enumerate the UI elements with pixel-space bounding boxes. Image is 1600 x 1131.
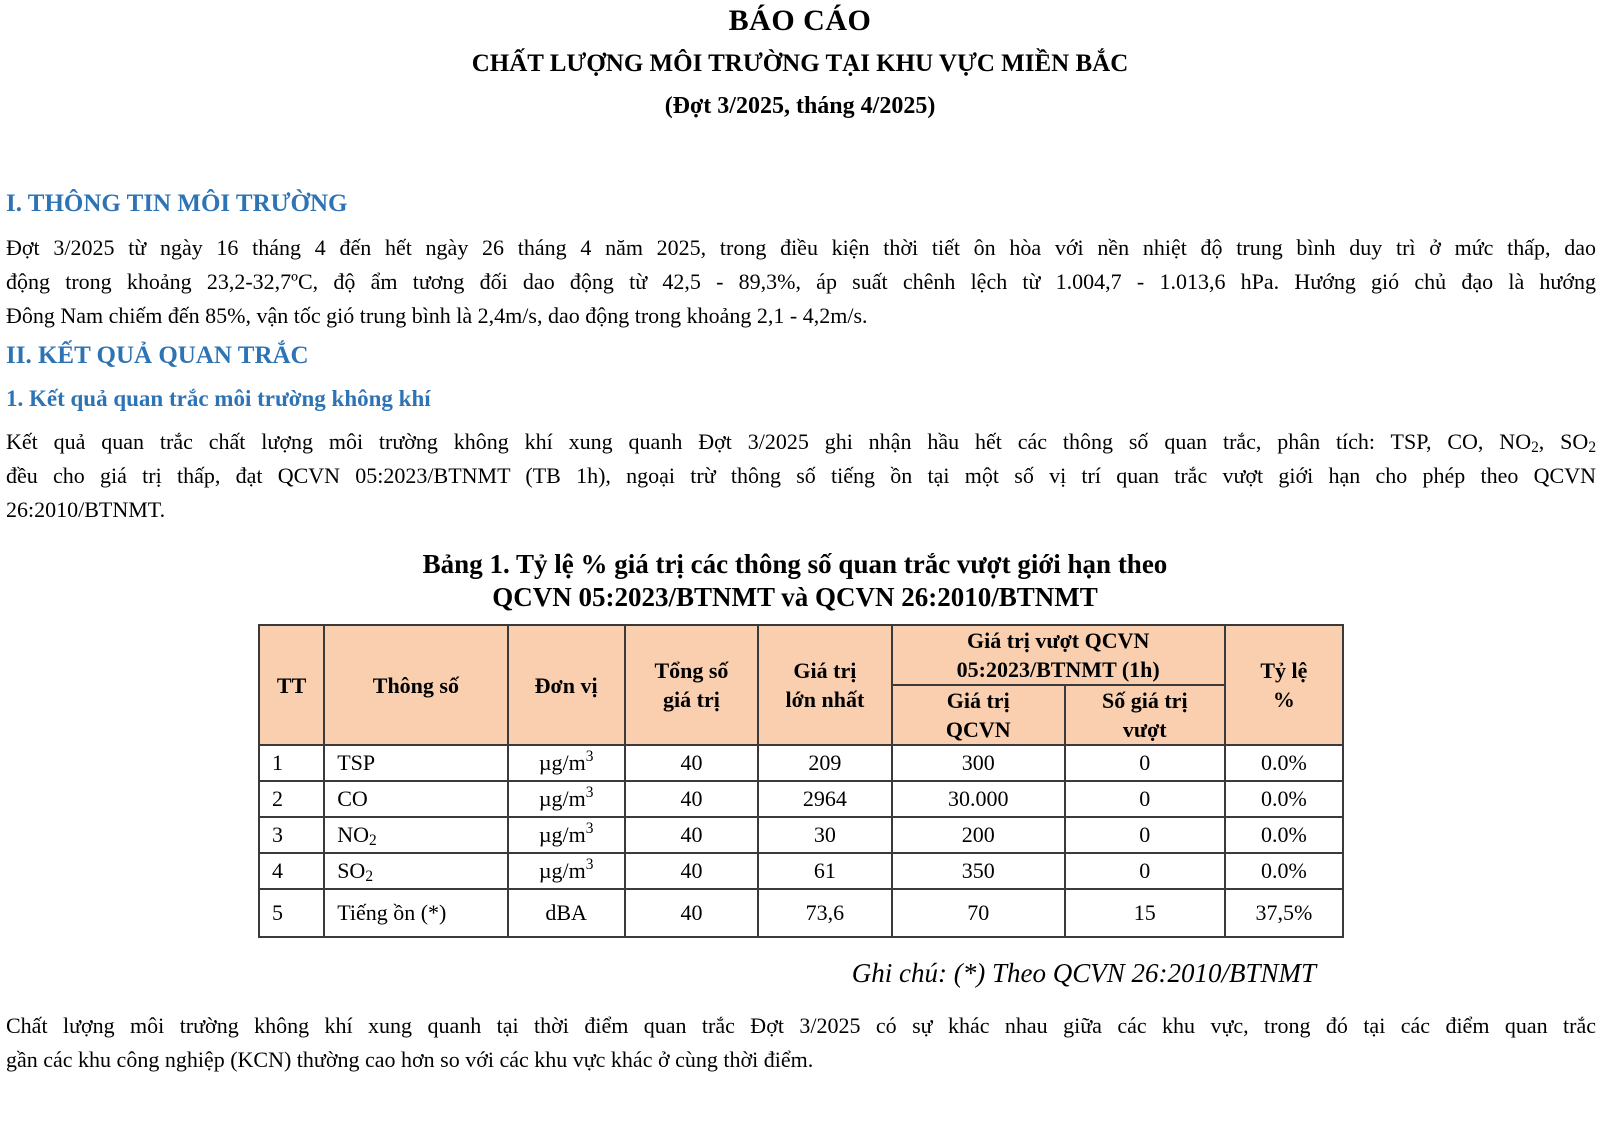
- report-title: BÁO CÁO: [728, 4, 872, 37]
- cell-text: 0: [1139, 750, 1151, 775]
- cell-max: [758, 817, 891, 853]
- table-row: [259, 745, 1343, 781]
- header-line: Tổng số: [654, 658, 729, 683]
- cell-text: TSP: [337, 750, 376, 775]
- cell-text: 70: [967, 900, 990, 925]
- cell-text: 200: [961, 822, 995, 847]
- cell-text: 2964: [802, 786, 847, 811]
- cell-text: SO: [337, 858, 366, 883]
- subscript: 2: [1588, 439, 1597, 457]
- cell-ratio: [1225, 745, 1343, 781]
- cell-param: [324, 781, 507, 817]
- header-total: [625, 625, 758, 745]
- air-quality-intro: [6, 425, 1596, 527]
- superscript: 3: [585, 783, 594, 801]
- header-line: Giá trị: [946, 688, 1010, 713]
- cell-limit: [892, 889, 1065, 937]
- cell-unit: [508, 889, 625, 937]
- cell-param: [324, 745, 507, 781]
- cell-text: 61: [813, 858, 836, 883]
- paragraph-line: Đông Nam chiếm đến 85%, vận tốc gió trung bình là 2,4m/s, dao động trong khoảng 2,1 - 4,2m/s.: [6, 303, 868, 328]
- cell-text: dBA: [545, 900, 587, 925]
- header-tt: TT: [259, 625, 324, 745]
- cell-tt: [259, 817, 324, 853]
- header-limit: [892, 685, 1065, 745]
- cell-param: [324, 889, 507, 937]
- cell-text: 350: [961, 858, 995, 883]
- cell-text: 0.0%: [1260, 750, 1307, 775]
- cell-text: µg/m: [538, 822, 586, 847]
- header-exceed-count: [1065, 685, 1225, 745]
- table-row: [259, 781, 1343, 817]
- text-fragment: , SO: [1538, 429, 1589, 454]
- subscript: 2: [365, 868, 374, 886]
- table-note: Ghi chú: (*) Theo QCVN 26:2010/BTNMT: [851, 958, 1316, 988]
- header-line: lớn nhất: [785, 687, 865, 712]
- cell-text: 37,5%: [1255, 900, 1313, 925]
- report-subtitle: CHẤT LƯỢNG MÔI TRƯỜNG TẠI KHU VỰC MIỀN BẮC: [471, 50, 1129, 77]
- cell-ratio: [1225, 889, 1343, 937]
- text-fragment: Kết quả quan trắc chất lượng môi trường không khí xung quanh Đợt 3/2025 ghi nhận hầu hết các thông số quan trắc, phân tích: TSP, CO, NO: [6, 429, 1532, 454]
- cell-total: [625, 889, 758, 937]
- cell-text: 300: [961, 750, 995, 775]
- cell-text: 40: [680, 786, 703, 811]
- superscript: 3: [585, 855, 594, 873]
- cell-unit: [508, 781, 625, 817]
- cell-exceed: [1065, 745, 1225, 781]
- header-line: 05:2023/BTNMT (1h): [956, 657, 1160, 682]
- cell-text: 0: [1139, 822, 1151, 847]
- cell-text: 15: [1133, 900, 1156, 925]
- cell-total: [625, 781, 758, 817]
- cell-exceed: [1065, 781, 1225, 817]
- cell-text: 4: [272, 858, 283, 883]
- cell-text: 5: [272, 900, 283, 925]
- exceedance-table: [258, 624, 1344, 938]
- cell-ratio: [1225, 817, 1343, 853]
- superscript: 3: [585, 819, 594, 837]
- cell-total: [625, 853, 758, 889]
- header-line: QCVN: [945, 717, 1011, 742]
- cell-param: [324, 817, 507, 853]
- cell-exceed: [1065, 817, 1225, 853]
- header-line: vượt: [1122, 717, 1167, 742]
- cell-tt: [259, 853, 324, 889]
- cell-text: 0: [1139, 858, 1151, 883]
- cell-tt: [259, 781, 324, 817]
- cell-text: CO: [337, 786, 368, 811]
- cell-text: 1: [272, 750, 283, 775]
- caption-line: QCVN 05:2023/BTNMT và QCVN 26:2010/BTNMT: [492, 582, 1098, 612]
- cell-unit: [508, 853, 625, 889]
- cell-tt: [259, 745, 324, 781]
- header-line: Giá trị: [793, 658, 857, 683]
- caption-line: Bảng 1. Tỷ lệ % giá trị các thông số quan trắc vượt giới hạn theo: [422, 549, 1168, 579]
- cell-text: 0: [1139, 786, 1151, 811]
- header-param: Thông số: [324, 625, 507, 745]
- cell-max: [758, 853, 891, 889]
- subscript: 2: [1531, 439, 1539, 457]
- cell-text: µg/m: [538, 750, 586, 775]
- header-max: [758, 625, 891, 745]
- cell-text: µg/m: [538, 786, 586, 811]
- cell-max: [758, 781, 891, 817]
- paragraph-line: Đợt 3/2025 từ ngày 16 tháng 4 đến hết ngày 26 tháng 4 năm 2025, trong điều kiện thời tiết ôn hòa với nền nhiệt độ trung bình duy trì ở mức thấp, dao: [6, 235, 1596, 260]
- paragraph-line: động trong khoảng 23,2-32,7ºC, độ ẩm tương đối dao động từ 42,5 - 89,3%, áp suất chênh lệch từ 1.004,7 - 1.013,6 hPa. Hướng gió chủ đạo là hướng: [6, 269, 1596, 294]
- cell-limit: [892, 745, 1065, 781]
- header-line: Tỷ lệ: [1260, 658, 1308, 683]
- cell-unit: [508, 817, 625, 853]
- cell-limit: [892, 817, 1065, 853]
- cell-limit: [892, 781, 1065, 817]
- cell-text: 0.0%: [1260, 858, 1307, 883]
- table-row: [259, 853, 1343, 889]
- cell-limit: [892, 853, 1065, 889]
- subscript: 2: [368, 832, 377, 850]
- cell-text: 40: [680, 822, 703, 847]
- cell-total: [625, 745, 758, 781]
- paragraph-line: 26:2010/BTNMT.: [6, 497, 166, 522]
- header-unit: Đơn vị: [508, 625, 625, 745]
- cell-ratio: [1225, 781, 1343, 817]
- cell-text: 209: [808, 750, 842, 775]
- paragraph-line: [6, 425, 1596, 459]
- cell-text: 2: [272, 786, 283, 811]
- paragraph-line: đều cho giá trị thấp, đạt QCVN 05:2023/BTNMT (TB 1h), ngoại trừ thông số tiếng ồn tại một số vị trí quan trắc vượt giới hạn cho phép theo QCVN: [6, 463, 1596, 488]
- report-period: (Đợt 3/2025, tháng 4/2025): [664, 93, 936, 119]
- header-line: Số giá trị: [1102, 688, 1188, 713]
- table-row: [259, 817, 1343, 853]
- cell-text: 0.0%: [1260, 822, 1307, 847]
- table-caption: [260, 548, 1330, 614]
- cell-text: 73,6: [805, 900, 845, 925]
- header-line: giá trị: [663, 687, 720, 712]
- section2-heading: II. KẾT QUẢ QUAN TRẮC: [6, 342, 309, 369]
- section1-heading: I. THÔNG TIN MÔI TRƯỜNG: [6, 190, 348, 217]
- cell-total: [625, 817, 758, 853]
- superscript: 3: [585, 747, 594, 765]
- table-row: [259, 889, 1343, 937]
- cell-text: NO: [337, 822, 369, 847]
- header-ratio: [1225, 625, 1343, 745]
- cell-exceed: [1065, 889, 1225, 937]
- cell-text: 40: [680, 900, 703, 925]
- paragraph-line: Chất lượng môi trường không khí xung quanh tại thời điểm quan trắc Đợt 3/2025 có sự khác nhau giữa các khu vực, trong đó tại các điểm quan trắc: [6, 1013, 1596, 1038]
- cell-text: 40: [680, 750, 703, 775]
- header-line: Giá trị vượt QCVN: [966, 628, 1150, 653]
- cell-text: 3: [272, 822, 283, 847]
- section1-paragraph: [6, 231, 1596, 333]
- cell-unit: [508, 745, 625, 781]
- cell-max: [758, 745, 891, 781]
- header-line: %: [1272, 687, 1295, 712]
- subsection-heading: 1. Kết quả quan trắc môi trường không khí: [6, 386, 431, 411]
- cell-text: 0.0%: [1260, 786, 1307, 811]
- cell-text: µg/m: [538, 858, 586, 883]
- header-group-exceed: [892, 625, 1225, 685]
- closing-paragraph: [6, 1009, 1596, 1077]
- cell-text: 30: [813, 822, 836, 847]
- cell-text: 30.000: [947, 786, 1009, 811]
- cell-max: [758, 889, 891, 937]
- cell-text: 40: [680, 858, 703, 883]
- cell-text: Tiếng ồn (*): [337, 900, 447, 925]
- cell-param: [324, 853, 507, 889]
- paragraph-line: gần các khu công nghiệp (KCN) thường cao hơn so với các khu vực khác ở cùng thời điểm.: [6, 1047, 814, 1072]
- cell-exceed: [1065, 853, 1225, 889]
- cell-ratio: [1225, 853, 1343, 889]
- cell-tt: [259, 889, 324, 937]
